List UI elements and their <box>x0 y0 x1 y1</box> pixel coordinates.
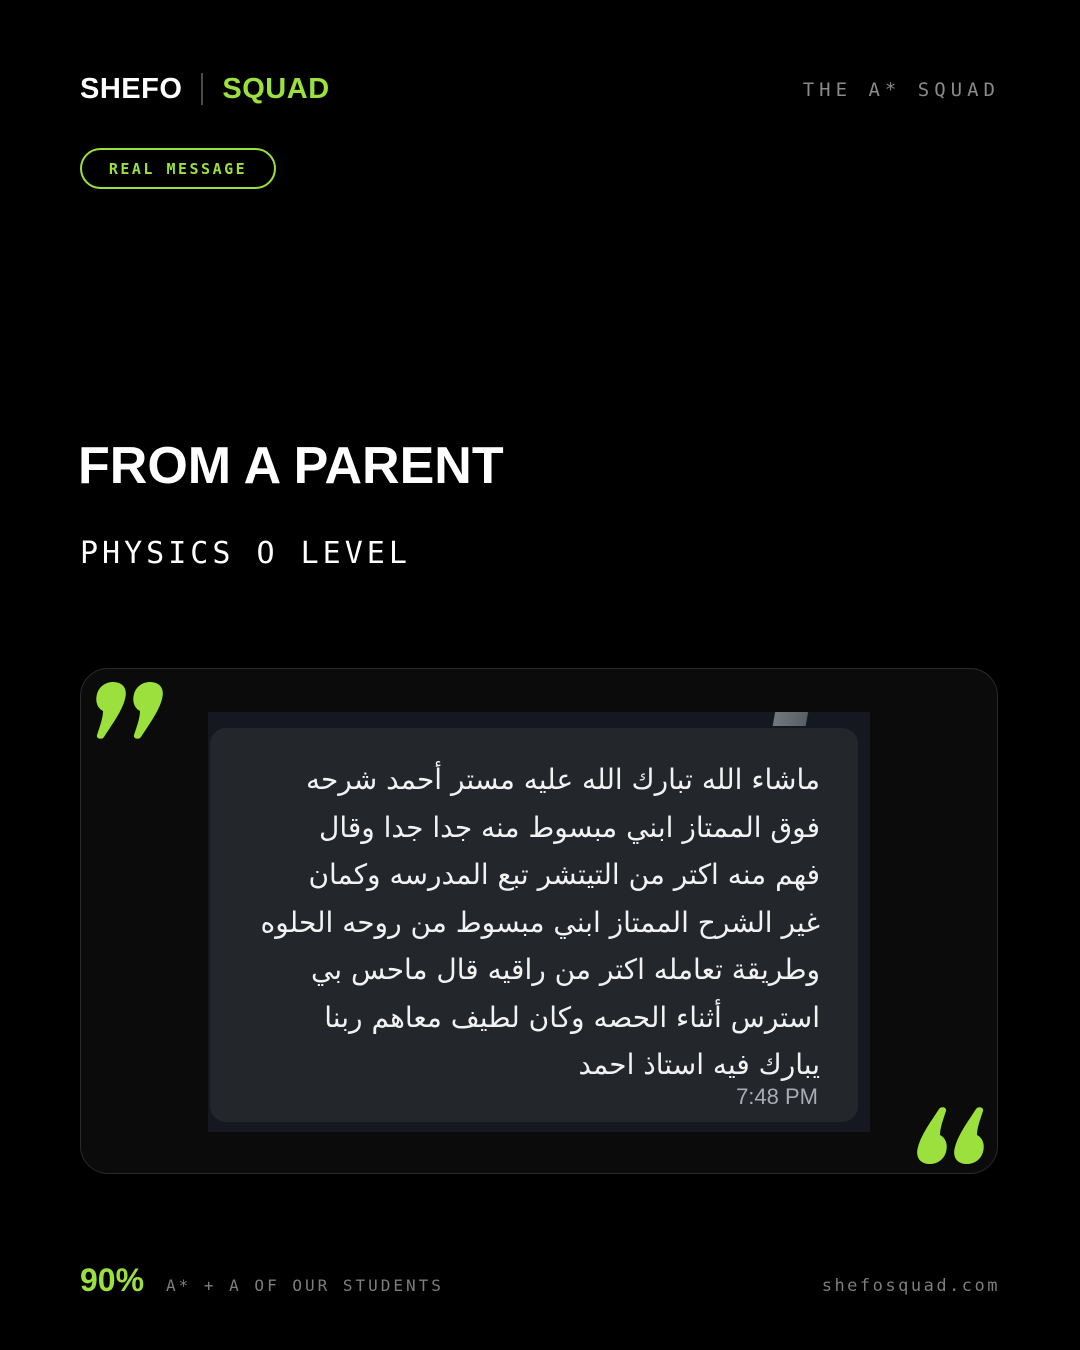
real-message-badge: REAL MESSAGE <box>80 148 276 189</box>
website-link[interactable]: shefosquad.com <box>821 1276 1000 1296</box>
stat-value: 90% <box>80 1262 145 1298</box>
message-line: فهم منه اكتر من التيتشر تبع المدرسه وكمان <box>308 858 820 891</box>
message-line: فوق الممتاز ابني مبسوط منه جدا جدا وقال <box>318 810 820 844</box>
message-screenshot <box>208 712 870 1132</box>
page-title: FROM A PARENT <box>78 437 504 495</box>
message-line: غير الشرح الممتاز ابني مبسوط من روحه الحلوه <box>260 905 820 939</box>
message-timestamp: 7:48 PM <box>736 1084 818 1109</box>
message-line: وطريقة تعامله اكتر من راقيه قال ماحس بي <box>310 953 820 986</box>
screenshot-edge-artifact <box>750 712 830 726</box>
brand-second-word: SQUAD <box>222 72 330 105</box>
tagline: THE A* SQUAD <box>802 79 1000 101</box>
message-line: يبارك فيه استاذ احمد <box>578 1048 820 1081</box>
message-bubble <box>210 728 858 1122</box>
brand-divider <box>201 73 203 105</box>
close-quote-icon <box>912 1104 986 1166</box>
brand-logo <box>80 70 330 108</box>
brand-first-word: SHEFO <box>80 72 183 105</box>
page-subtitle: PHYSICS O LEVEL <box>80 536 411 571</box>
message-line: ماشاء الله تبارك الله عليه مستر أحمد شرحه <box>305 763 820 796</box>
open-quote-icon <box>94 680 168 742</box>
stat-label: A* + A OF OUR STUDENTS <box>166 1276 444 1295</box>
message-line: استرس أثناء الحصه وكان لطيف معاهم ربنا <box>324 1000 820 1034</box>
